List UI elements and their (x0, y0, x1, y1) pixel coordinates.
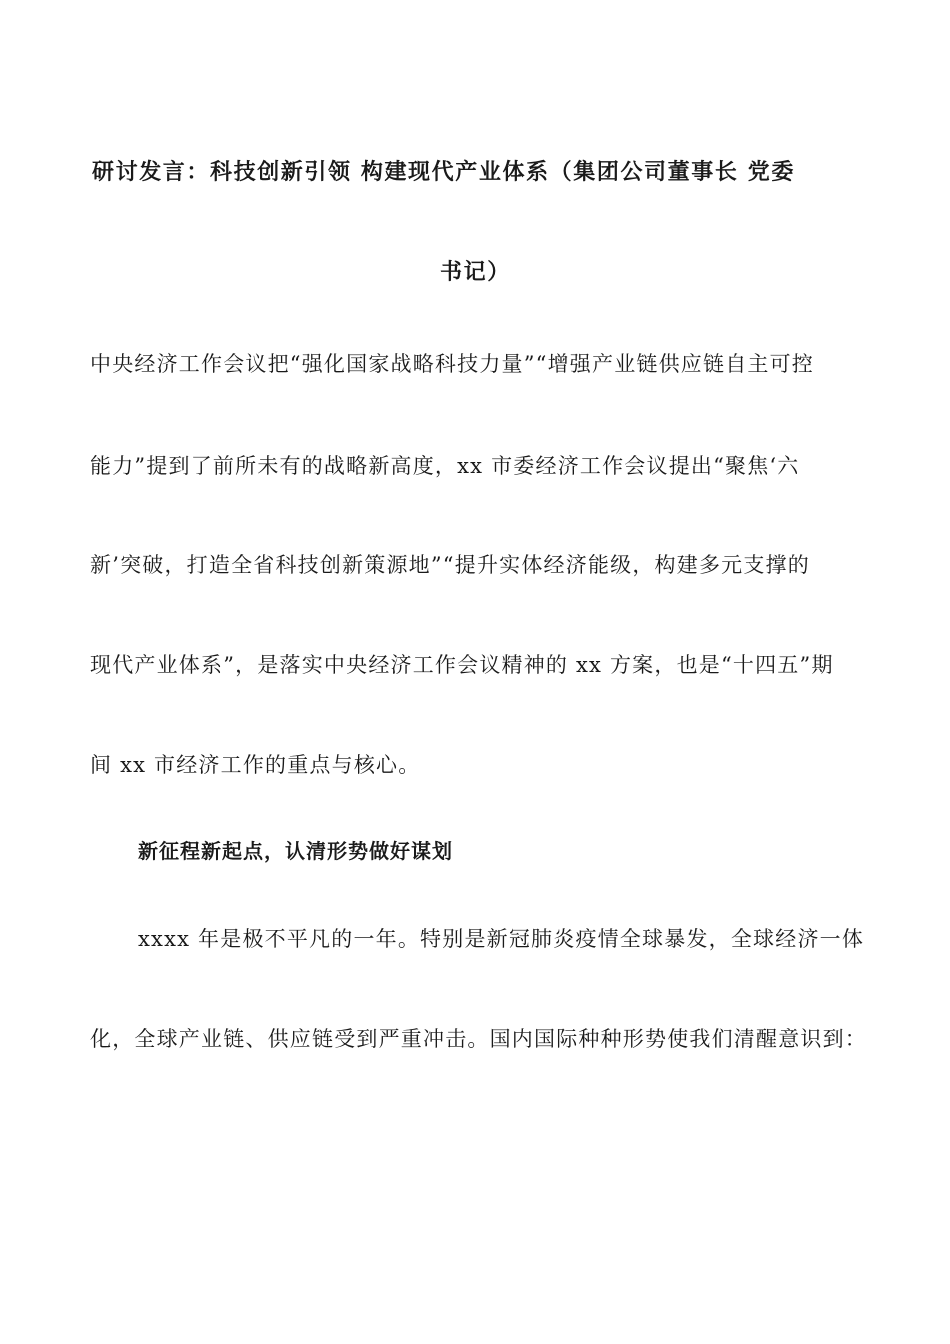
section-heading: 新征程新起点，认清形势做好谋划 (138, 839, 453, 863)
intro-paragraph-line-4: 现代产业体系”，是落实中央经济工作会议精神的 xx 方案，也是“十四五”期 (90, 653, 834, 677)
intro-paragraph-line-2: 能力”提到了前所未有的战略新高度，xx 市委经济工作会议提出“聚焦‘六 (90, 454, 800, 478)
document-title-line-1: 研讨发言：科技创新引领 构建现代产业体系（集团公司董事长 党委 (92, 159, 795, 185)
document-title-line-2: 书记） (440, 259, 511, 285)
section-paragraph-line-2: 化，全球产业链、供应链受到严重冲击。国内国际种种形势使我们清醒意识到： (90, 1027, 867, 1051)
section-paragraph-line-1: xxxx 年是极不平凡的一年。特别是新冠肺炎疫情全球暴发，全球经济一体 (138, 927, 865, 951)
intro-paragraph-line-3: 新’突破，打造全省科技创新策源地”“提升实体经济能级，构建多元支撑的 (90, 553, 810, 577)
intro-paragraph-line-1: 中央经济工作会议把“强化国家战略科技力量”“增强产业链供应链自主可控 (90, 352, 815, 376)
intro-paragraph-line-5: 间 xx 市经济工作的重点与核心。 (90, 753, 421, 777)
